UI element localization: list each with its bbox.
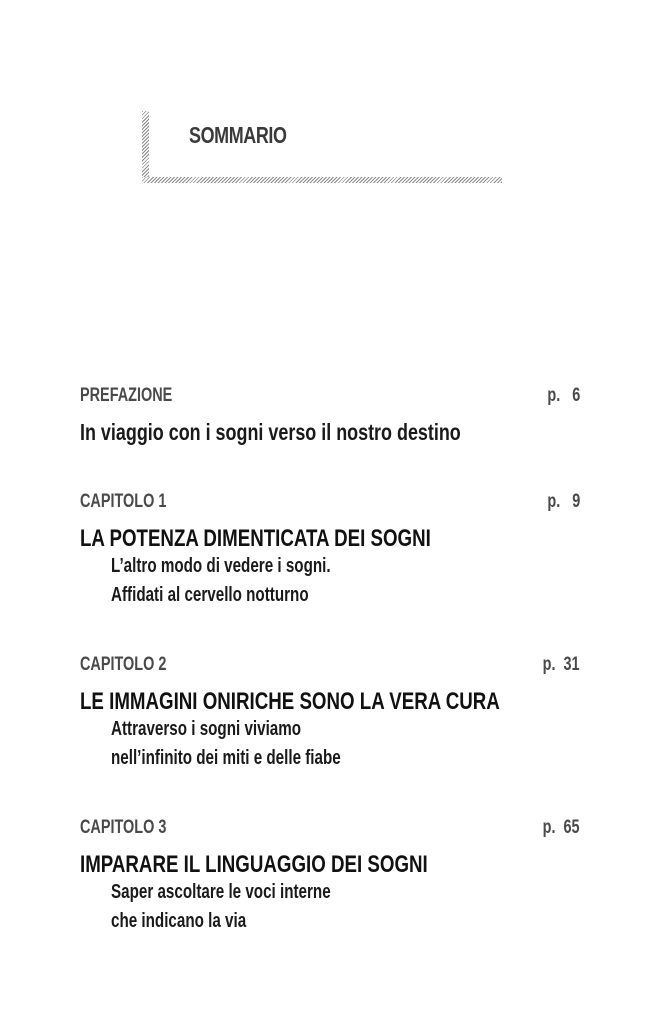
- toc-page-number: p. 65: [543, 817, 580, 838]
- toc-entry-title: LE IMMAGINI ONIRICHE SONO LA VERA CURA: [80, 688, 500, 715]
- toc-entry-kicker: CAPITOLO 1: [80, 491, 167, 512]
- toc-entry-prefazione[interactable]: [80, 385, 580, 449]
- toc-entry-header-row: [80, 491, 580, 515]
- toc-entry-subtitle-line: Saper ascoltare le voci interne: [111, 881, 331, 903]
- toc-entry-capitolo-3[interactable]: [80, 817, 580, 939]
- toc-entry-subtitle-line: nell’infinito dei miti e delle fiabe: [111, 747, 341, 769]
- toc-entry-header-row: [80, 385, 580, 409]
- toc-entry-kicker: CAPITOLO 3: [80, 817, 167, 838]
- toc-entry-header-row: [80, 654, 580, 678]
- toc-entry-title: IMPARARE IL LINGUAGGIO DEI SOGNI: [80, 851, 428, 878]
- toc-entry-subtitle-line: Affidati al cervello notturno: [111, 584, 309, 606]
- toc-entry-capitolo-2[interactable]: [80, 654, 580, 776]
- toc-page-number: p. 31: [543, 654, 580, 675]
- hatched-frame-left-rule: [142, 111, 149, 183]
- sommario-frame: [142, 111, 502, 183]
- toc-entry-title: LA POTENZA DIMENTICATA DEI SOGNI: [80, 525, 431, 552]
- toc-entry-title: In viaggio con i sogni verso il nostro destino: [80, 419, 461, 445]
- toc-page-number: p. 9: [547, 491, 580, 512]
- toc-entry-capitolo-1[interactable]: [80, 491, 580, 613]
- toc-page-number: p. 6: [547, 385, 580, 406]
- toc-entry-header-row: [80, 817, 580, 841]
- toc-entry-kicker: PREFAZIONE: [80, 385, 173, 406]
- page-title: SOMMARIO: [189, 122, 287, 148]
- toc-entry-subtitle-line: L’altro modo di vedere i sogni.: [111, 555, 331, 577]
- toc-entry-subtitle-line: che indicano la via: [111, 910, 247, 932]
- hatched-frame-bottom-rule: [142, 177, 502, 183]
- toc-entry-subtitle-line: Attraverso i sogni viviamo: [111, 718, 302, 740]
- toc-entry-kicker: CAPITOLO 2: [80, 654, 167, 675]
